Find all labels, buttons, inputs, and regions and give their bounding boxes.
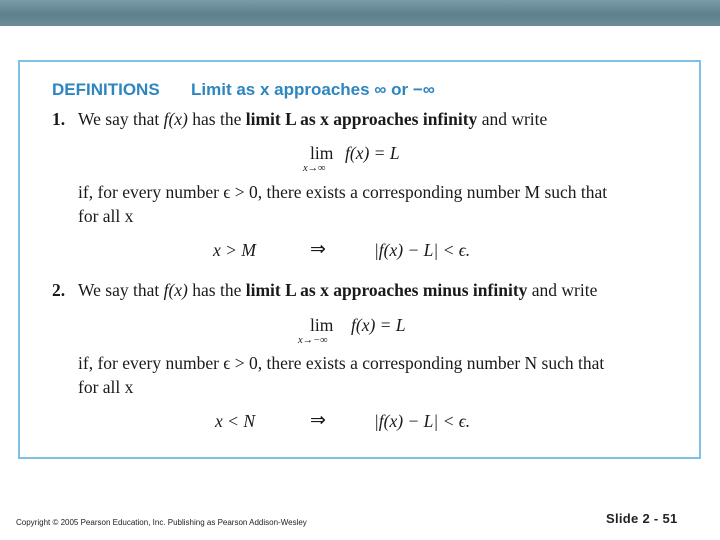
copyright-footer: Copyright © 2005 Pearson Education, Inc. Publishing as Pearson Addison-Wesley <box>16 518 307 527</box>
def2-lim-expression: f(x) = L <box>351 315 406 335</box>
def1-lim-word: lim <box>310 143 334 163</box>
def1-condition-line1: if, for every number ϵ > 0, there exists a corresponding number M such that <box>78 182 608 202</box>
def2-intro: We say that <box>78 280 160 300</box>
def2-statement <box>78 280 597 301</box>
def1-implication-left: x > M <box>213 240 256 260</box>
top-banner <box>0 0 720 26</box>
def1-has: has the <box>192 109 242 129</box>
def1-number: 1. <box>52 109 66 129</box>
def2-bold-phrase: limit L as x approaches minus infinity <box>245 280 528 300</box>
def1-lim-expression: f(x) = L <box>345 143 400 163</box>
definition-box <box>18 60 701 459</box>
def2-implication-arrow: ⇒ <box>310 410 326 431</box>
def1-tail: and write <box>481 109 548 129</box>
slide-number: Slide 2 - 51 <box>606 511 678 526</box>
def1-condition-line2: for all x <box>78 206 134 226</box>
def2-fx: f(x) <box>163 280 188 300</box>
def1-implication-arrow: ⇒ <box>310 239 326 260</box>
def1-fx: f(x) <box>163 109 188 129</box>
def2-has: has the <box>192 280 242 300</box>
def2-implication-right: |f(x) − L| < ϵ. <box>374 411 471 431</box>
def2-implication-left: x < N <box>215 411 255 431</box>
definitions-title: Limit as x approaches ∞ or −∞ <box>191 80 435 99</box>
def2-tail: and write <box>531 280 598 300</box>
def1-bold-phrase: limit L as x approaches infinity <box>245 109 478 129</box>
def2-lim-subscript: x→−∞ <box>298 335 328 346</box>
def2-condition-line1: if, for every number ϵ > 0, there exists a corresponding number N such that <box>78 353 605 373</box>
def1-lim-subscript: x→∞ <box>303 163 326 174</box>
def2-condition-line2: for all x <box>78 377 134 397</box>
definitions-label: DEFINITIONS <box>52 80 160 99</box>
def1-intro: We say that <box>78 109 160 129</box>
def1-implication-right: |f(x) − L| < ϵ. <box>374 240 471 260</box>
def2-lim-word: lim <box>310 315 334 335</box>
def1-statement <box>78 109 547 130</box>
def2-number: 2. <box>52 280 66 300</box>
